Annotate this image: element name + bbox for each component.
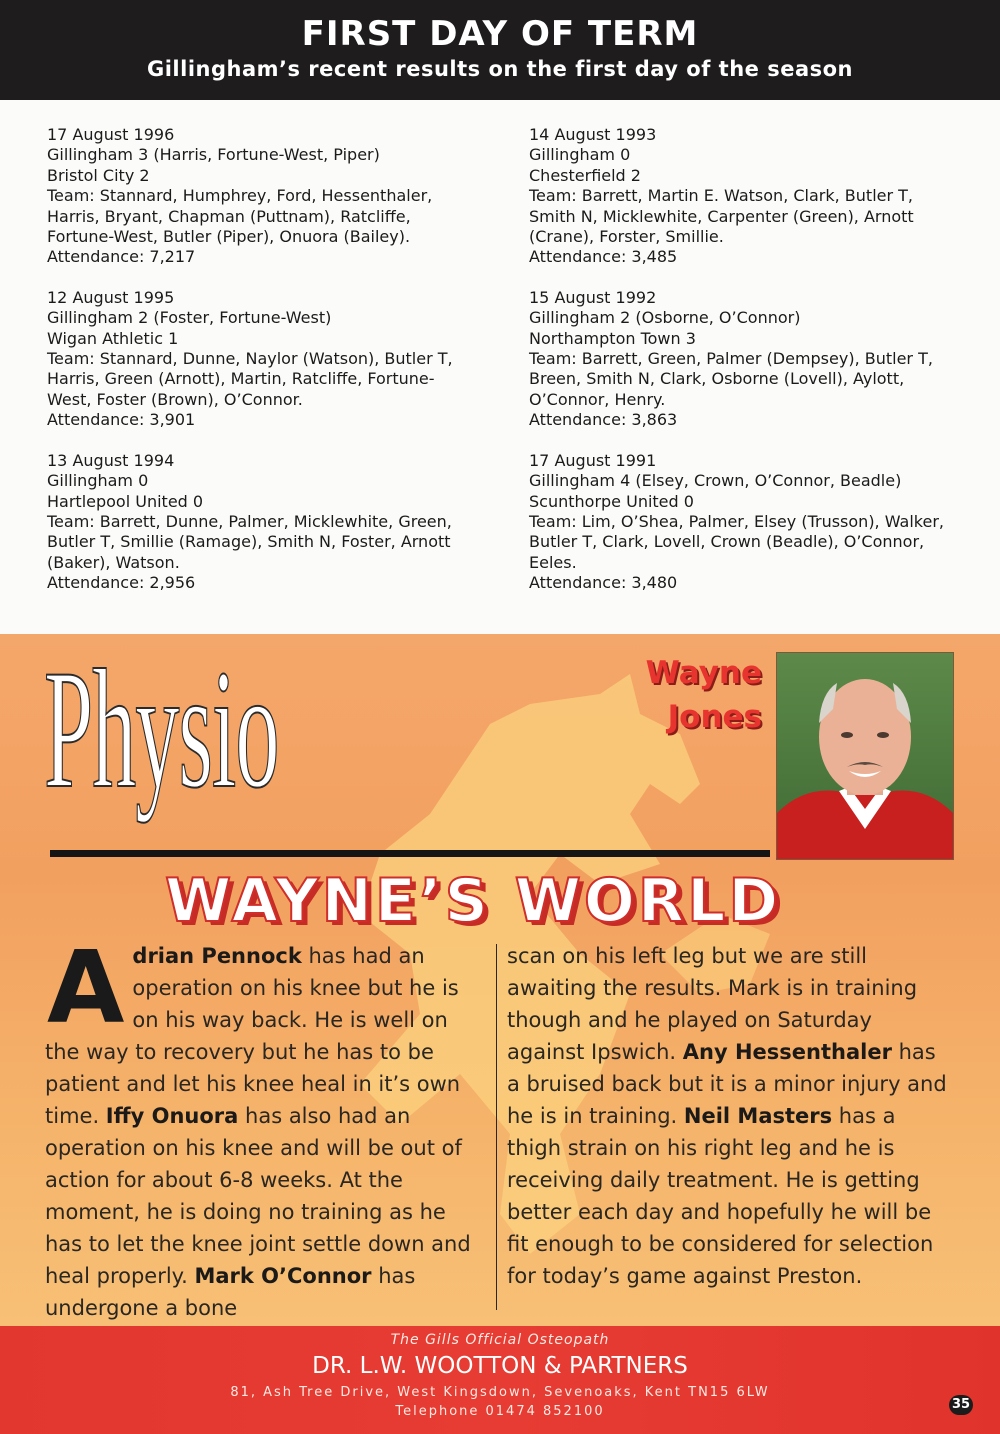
drop-cap: A: [47, 929, 125, 1046]
article-column-left: [45, 929, 485, 1324]
result-attendance: Attendance: 3,901: [47, 410, 196, 430]
result-team-line: Team: Stannard, Dunne, Naylor (Watson), Butler T,: [47, 349, 453, 369]
result-team-line: West, Foster (Brown), O’Connor.: [47, 389, 303, 409]
article-text: has also had an operation on his knee and will be out of action for about 6-8 weeks. At the moment, he is doing no training as he has to let the knee joint settle down and heal properly.: [45, 1104, 471, 1288]
results-column-left: [47, 125, 487, 614]
result-home: Gillingham 0: [47, 471, 149, 491]
article-text: has a bruised back but it is a minor injury and he is in training.: [507, 1040, 947, 1128]
article-text: has undergone a bone: [45, 1264, 416, 1320]
result-away: Wigan Athletic 1: [47, 328, 179, 348]
article-text: has had an operation on his knee but he is on his way back. He is well on the way to recovery but he has to be patient and let his knee heal in it’s own time.: [45, 944, 461, 1128]
result-team-line: Team: Barrett, Martin E. Watson, Clark, Butler T,: [529, 186, 913, 206]
physio-section: [0, 634, 1000, 1326]
result-date: 12 August 1995: [47, 287, 175, 307]
result-team-line: (Crane), Forster, Smillie.: [529, 227, 724, 247]
player-name: drian Pennock: [132, 944, 302, 968]
result-team-line: Team: Stannard, Humphrey, Ford, Hessenthaler,: [47, 186, 433, 206]
result-attendance: Attendance: 2,956: [47, 573, 196, 593]
result-team-line: Harris, Bryant, Chapman (Puttnam), Ratcliffe,: [47, 206, 411, 226]
result-away: Scunthorpe United 0: [529, 491, 694, 511]
result-team-line: Harris, Green (Arnott), Martin, Ratcliffe, Fortune-: [47, 369, 435, 389]
results-column-right: [529, 125, 959, 614]
result-date: 14 August 1993: [529, 125, 657, 144]
page-header: [0, 0, 1000, 100]
result-block: [529, 125, 959, 268]
article-text: has a thigh strain on his right leg and he is receiving daily treatment. He is getting better each day and hopefully he will be fit enough to be considered for selection for today’s game against Preston.: [507, 1104, 934, 1288]
sponsor-tagline: The Gills Official Osteopath: [390, 1332, 610, 1348]
player-name: Mark O’Connor: [194, 1264, 372, 1288]
result-home: Gillingham 4 (Elsey, Crown, O’Connor, Beadle): [529, 471, 902, 491]
result-team-line: (Baker), Watson.: [47, 552, 180, 572]
result-block: [529, 288, 959, 431]
result-team-line: Butler T, Clark, Lovell, Crown (Beadle), O’Connor,: [529, 532, 925, 552]
sponsor-footer: [0, 1326, 1000, 1434]
page-subtitle: Gillingham’s recent results on the first day of the season: [146, 57, 854, 81]
result-home: Gillingham 3 (Harris, Fortune-West, Piper): [47, 145, 380, 165]
article-title: WAYNE’S WORLD: [165, 866, 782, 936]
result-home: Gillingham 0: [529, 145, 631, 165]
result-date: 13 August 1994: [47, 450, 175, 470]
result-date: 17 August 1991: [529, 450, 657, 470]
physio-last-name: Jones: [667, 699, 762, 735]
result-home: Gillingham 2 (Foster, Fortune-West): [47, 308, 332, 328]
page-number: 35: [949, 1395, 973, 1415]
result-block: [47, 451, 487, 594]
physio-heading: Physio: [44, 635, 279, 823]
sponsor-address: 81, Ash Tree Drive, West Kingsdown, Sevenoaks, Kent TN15 6LW: [230, 1385, 770, 1400]
result-team-line: O’Connor, Henry.: [529, 389, 666, 409]
result-team-line: Eeles.: [529, 552, 577, 572]
result-attendance: Attendance: 3,863: [529, 410, 678, 430]
column-divider: [496, 944, 497, 1310]
result-block: [529, 451, 959, 594]
section-divider-rule: [50, 850, 770, 857]
result-away: Chesterfield 2: [529, 165, 641, 185]
player-name: Any Hessenthaler: [682, 1040, 892, 1064]
result-attendance: Attendance: 3,480: [529, 573, 678, 593]
sponsor-name: DR. L.W. WOOTTON & PARTNERS: [312, 1353, 688, 1379]
result-team-line: Breen, Smith N, Clark, Osborne (Lovell), Aylott,: [529, 369, 905, 389]
player-name: Neil Masters: [683, 1104, 833, 1128]
result-team-line: Team: Lim, O’Shea, Palmer, Elsey (Trusson), Walker,: [529, 511, 944, 531]
result-team-line: Smith N, Micklewhite, Carpenter (Green), Arnott: [529, 206, 914, 226]
result-team-line: Butler T, Smillie (Ramage), Smith N, Foster, Arnott: [47, 532, 451, 552]
result-team-line: Fortune-West, Butler (Piper), Onuora (Bailey).: [47, 227, 411, 247]
result-team-line: Team: Barrett, Green, Palmer (Dempsey), Butler T,: [529, 349, 933, 369]
page-title: FIRST DAY OF TERM: [301, 14, 699, 54]
result-block: [47, 288, 487, 431]
physio-first-name: Wayne: [645, 655, 762, 691]
result-date: 15 August 1992: [529, 287, 657, 307]
result-attendance: Attendance: 3,485: [529, 247, 678, 267]
result-away: Bristol City 2: [47, 165, 150, 185]
result-team-line: Team: Barrett, Dunne, Palmer, Micklewhite, Green,: [47, 511, 452, 531]
result-away: Hartlepool United 0: [47, 491, 204, 511]
result-date: 17 August 1996: [47, 125, 175, 144]
result-home: Gillingham 2 (Osborne, O’Connor): [529, 308, 801, 328]
article-text: scan on his left leg but we are still awaiting the results. Mark is in training though and he played on Saturday against Ipswich.: [507, 944, 918, 1064]
sponsor-phone: Telephone 01474 852100: [395, 1404, 605, 1419]
article-column-right: [507, 940, 947, 1292]
result-block: [47, 125, 487, 268]
result-away: Northampton Town 3: [529, 328, 696, 348]
player-name: Iffy Onuora: [105, 1104, 239, 1128]
physio-portrait: [776, 652, 954, 860]
result-attendance: Attendance: 7,217: [47, 247, 196, 267]
